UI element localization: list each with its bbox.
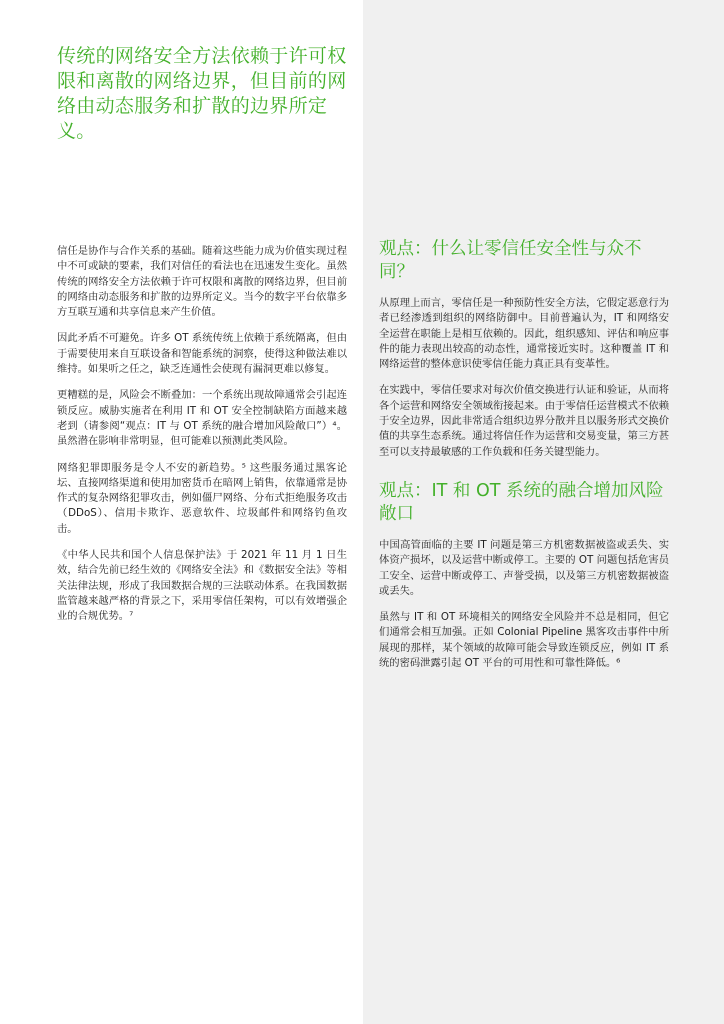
right-paragraph-principle: 从原理上而言，零信任是一种预防性安全方法，它假定恶意行为者已经渗透到组织的网络防御中。目前普遍认为，IT 和网络安全运营在职能上是相互依赖的。因此，组织感知、评估和响应事件的能力表现出较高的动态性，通常接近实时。这种覆盖 IT 和网络运营的整体意识使零信任能力真正具有变革性。 xyxy=(379,297,669,371)
section-heading-zero-trust: 观点：什么让零信任安全性与众不同？ xyxy=(379,239,642,282)
left-column xyxy=(57,244,347,636)
left-paragraph-contradiction: 因此矛盾不可避免。许多 OT 系统传统上依赖于系统隔离，但由于需要使用来自互联设备和智能系统的洞察，使得这种做法难以维持。如果听之任之，缺乏连通性会使现有漏洞更难以修复。 xyxy=(57,332,347,376)
left-paragraph-pipl-law: 《中华人民共和国个人信息保护法》于 2021 年 11 月 1 日生效，结合先前已经生效的《网络安全法》和《数据安全法》等相关法律法规，形成了我国数据合规的三法联动体系。在我国数据监管越来越严格的背景之下，采用零信任架构，可以有效增强企业的合规优势。⁷ xyxy=(57,549,347,623)
left-paragraph-risk-stacking: 更糟糕的是，风险会不断叠加：一个系统出现故障通常会引起连锁反应。威胁实施者在利用 IT 和 OT 安全控制缺陷方面越来越老到（请参阅“观点：IT 与 OT 系统的融合增加风险敞口”）⁴。虽然潜在影响非常明显，但可能难以预测此类风险。 xyxy=(57,389,347,448)
left-paragraph-trust: 信任是协作与合作关系的基础。随着这些能力成为价值实现过程中不可或缺的要素，我们对信任的看法也在迅速发生变化。虽然传统的网络安全方法依赖于许可权限和离散的网络边界，但目前的网络由动态服务和扩散的边界所定义。当今的数字平台依靠多方互联互通和共享信息来产生价值。 xyxy=(57,245,347,319)
left-paragraph-cybercrime-as-service: 网络犯罪即服务是令人不安的新趋势。⁵ 这些服务通过黑客论坛、直接网络渠道和使用加密货币在暗网上销售，依靠通常是协作式的复杂网络犯罪攻击，例如僵尸网络、分布式拒绝服务攻击（DDoS）、信用卡欺诈、恶意软件、垃圾邮件和网络钓鱼攻击。 xyxy=(57,461,347,535)
right-paragraph-executive-concerns: 中国高管面临的主要 IT 问题是第三方机密数据被盗或丢失、实体资产损坏，以及运营中断或停工。主要的 OT 问题包括危害员工安全、运营中断或停工、声誉受损，以及第三方机密数据被盗或丢失。 xyxy=(379,538,669,597)
section-heading-it-ot-convergence: 观点：IT 和 OT 系统的融合增加风险敞口 xyxy=(379,480,664,524)
right-paragraph-practice: 在实践中，零信任要求对每次价值交换进行认证和验证，从而将各个运营和网络安全领域衔接起来。由于零信任运营模式不依赖于安全边界，因此非常适合组织边界分散并且以服务形式交换价值的共享生态系统。通过将信任作为运营和交易变量，第三方甚至可以支持最敏感的工作负载和任务关键型能力。 xyxy=(379,384,669,458)
right-paragraph-colonial-pipeline: 虽然与 IT 和 OT 环境相关的网络安全风险并不总是相同，但它们通常会相互加强。正如 Colonial Pipeline 黑客攻击事件中所展现的那样，某个领域的故障可能会导致连锁反应，例如 IT 系统的密码泄露引起 OT 平台的可用性和可靠性降低。⁶ xyxy=(379,611,669,670)
pull-quote: 传统的网络安全方法依赖于许可权限和离散的网络边界，但目前的网络由动态服务和扩散的边界所定义。 xyxy=(57,45,347,142)
right-column xyxy=(379,239,669,682)
